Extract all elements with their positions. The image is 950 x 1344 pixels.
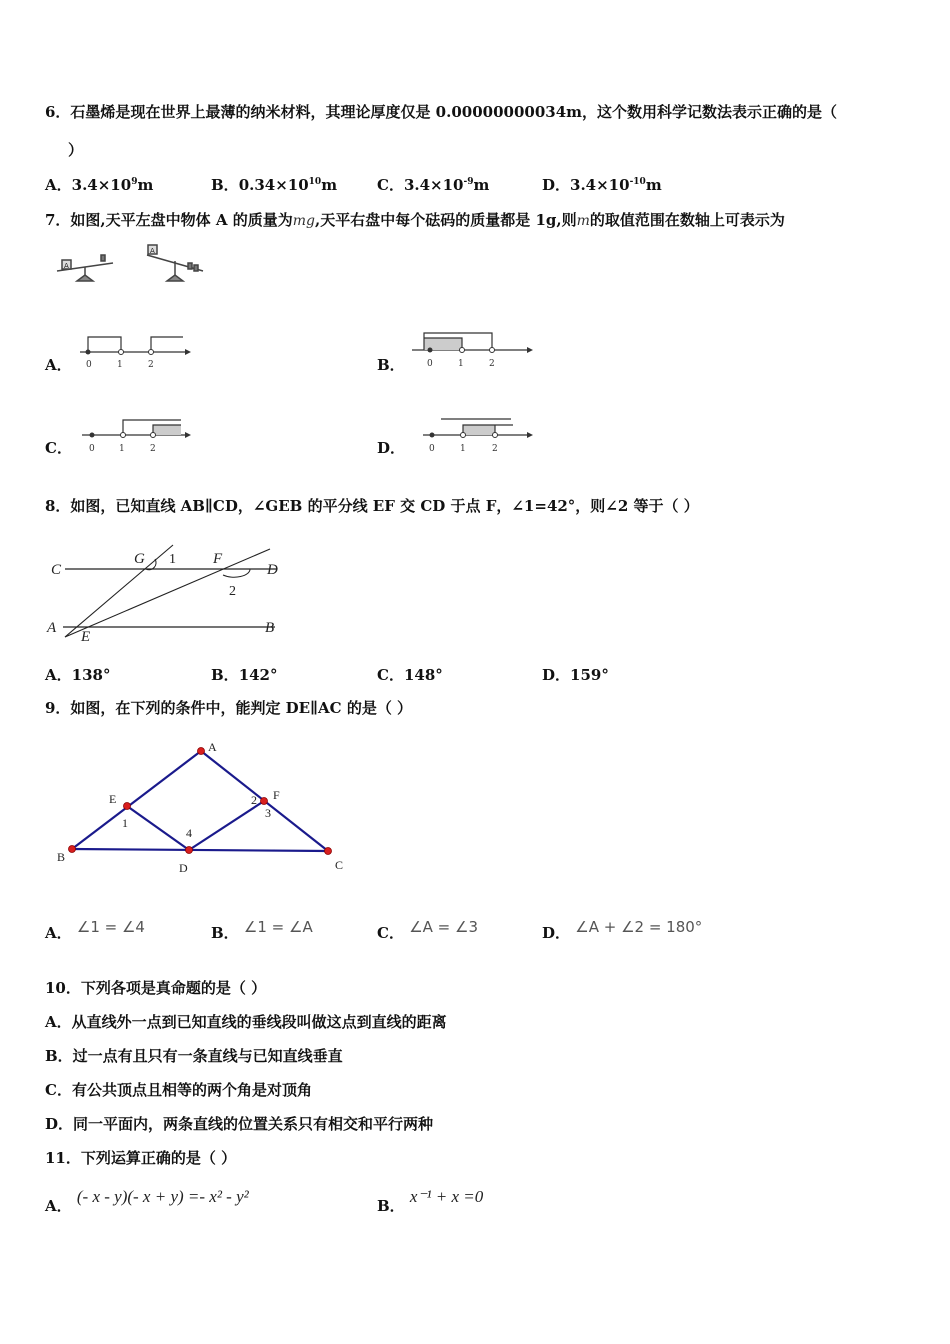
label-B: B xyxy=(265,620,275,636)
label-F: F xyxy=(273,788,280,802)
tick-2: 2 xyxy=(150,444,156,454)
tick-1: 1 xyxy=(460,444,466,454)
q6-stem-line2: ） xyxy=(68,141,84,159)
q6-option-d[interactable]: D．$3.4\times 10^{-10}m$ xyxy=(542,176,662,194)
q7-number-line-d[interactable] xyxy=(405,413,540,453)
q11-option-b[interactable]: B． x⁻¹ + x =0 xyxy=(377,1187,484,1215)
balance-scale-figure xyxy=(55,243,215,288)
q10-option-a[interactable]: A．从直线外一点到已知直线的垂线段叫做这点到直线的距离 xyxy=(45,1013,447,1031)
q11-stem: 11．下列运算正确的是（ ） xyxy=(45,1149,237,1167)
q9-triangle-figure xyxy=(55,738,355,873)
q6-option-a[interactable]: A．$3.4\times 10^9m$ xyxy=(45,176,154,194)
tick-0: 0 xyxy=(89,444,95,454)
q7-option-d-label[interactable]: D． xyxy=(377,439,406,457)
label-angle-1: 1 xyxy=(169,552,176,567)
q10-option-b[interactable]: B．过一点有且只有一条直线与已知直线垂直 xyxy=(45,1047,343,1065)
q6-stem-line1: 6．石墨烯是现在世界上最薄的纳米材料，其理论厚度仅是 0.00000000034m，这个数用科学记数法表示正确的是（ xyxy=(45,103,838,121)
q10-stem: 10．下列各项是真命题的是（ ） xyxy=(45,979,267,997)
q9-stem: 9．如图，在下列的条件中，能判定 DE∥AC 的是（ ） xyxy=(45,699,413,717)
label-D: D xyxy=(267,562,278,578)
q10-option-d[interactable]: D．同一平面内，两条直线的位置关系只有相交和平行两种 xyxy=(45,1115,434,1133)
tick-2: 2 xyxy=(148,360,154,370)
tick-0: 0 xyxy=(427,359,433,369)
label-2: 2 xyxy=(251,793,257,807)
tick-0: 0 xyxy=(86,360,92,370)
q7-number-line-b[interactable] xyxy=(410,330,540,370)
q9-option-c[interactable]: C． ∠A = ∠3 xyxy=(377,918,478,942)
label-G: G xyxy=(134,551,145,567)
tick-1: 1 xyxy=(458,359,464,369)
balance-scale-2 xyxy=(147,245,203,281)
tick-1: 1 xyxy=(119,444,125,454)
scale1-object-label: A xyxy=(64,262,69,270)
q8-option-b[interactable]: B．142° xyxy=(211,666,278,684)
q7-option-a-label[interactable]: A． xyxy=(45,356,72,374)
tick-2: 2 xyxy=(492,444,498,454)
q7-number-line-c[interactable] xyxy=(80,415,200,455)
label-E: E xyxy=(109,792,117,806)
q8-option-a[interactable]: A．138° xyxy=(45,666,111,684)
q7-stem: 7．如图,天平左盘中物体 A 的质量为mg,天平右盘中每个砝码的质量都是 1g,则m的取值范围在数轴上可表示为 xyxy=(45,211,785,229)
label-angle-2: 2 xyxy=(229,584,236,599)
q8-parallel-lines-figure xyxy=(45,543,295,648)
q11-option-a[interactable]: A． (- x - y)(- x + y) =- x² - y² xyxy=(45,1187,249,1215)
tick-0: 0 xyxy=(429,444,435,454)
tick-1: 1 xyxy=(117,360,123,370)
tick-2: 2 xyxy=(489,359,495,369)
label-B: B xyxy=(57,850,66,864)
label-3: 3 xyxy=(265,806,271,820)
q8-option-d[interactable]: D．159° xyxy=(542,666,609,684)
q9-option-a[interactable]: A． ∠1 = ∠4 xyxy=(45,918,145,942)
q7-option-b-label[interactable]: B． xyxy=(377,356,405,374)
q9-option-d[interactable]: D． ∠A + ∠2 = 180° xyxy=(542,918,703,942)
label-A: A xyxy=(47,620,57,636)
q8-option-c[interactable]: C．148° xyxy=(377,666,443,684)
label-E: E xyxy=(81,629,91,645)
label-F: F xyxy=(213,551,223,567)
scale2-object-label: A xyxy=(150,247,155,255)
q8-stem: 8．如图，已知直线 AB∥CD，∠GEB 的平分线 EF 交 CD 于点 F，∠1=42°，则∠2 等于（ ） xyxy=(45,497,699,515)
q6-option-b[interactable]: B．$0.34\times 10^{10}m$ xyxy=(211,176,338,194)
label-D: D xyxy=(179,861,188,875)
q7-option-c-label[interactable]: C． xyxy=(45,439,72,457)
label-C: C xyxy=(335,858,344,872)
q6-option-c[interactable]: C．$3.4\times 10^{-9}m$ xyxy=(377,176,490,194)
label-C: C xyxy=(51,562,62,578)
q9-option-b[interactable]: B． ∠1 = ∠A xyxy=(211,918,313,942)
label-1: 1 xyxy=(122,816,128,830)
q7-number-line-a[interactable] xyxy=(75,332,195,372)
label-A: A xyxy=(208,740,217,754)
label-4: 4 xyxy=(186,826,192,840)
q10-option-c[interactable]: C．有公共顶点且相等的两个角是对顶角 xyxy=(45,1081,312,1099)
